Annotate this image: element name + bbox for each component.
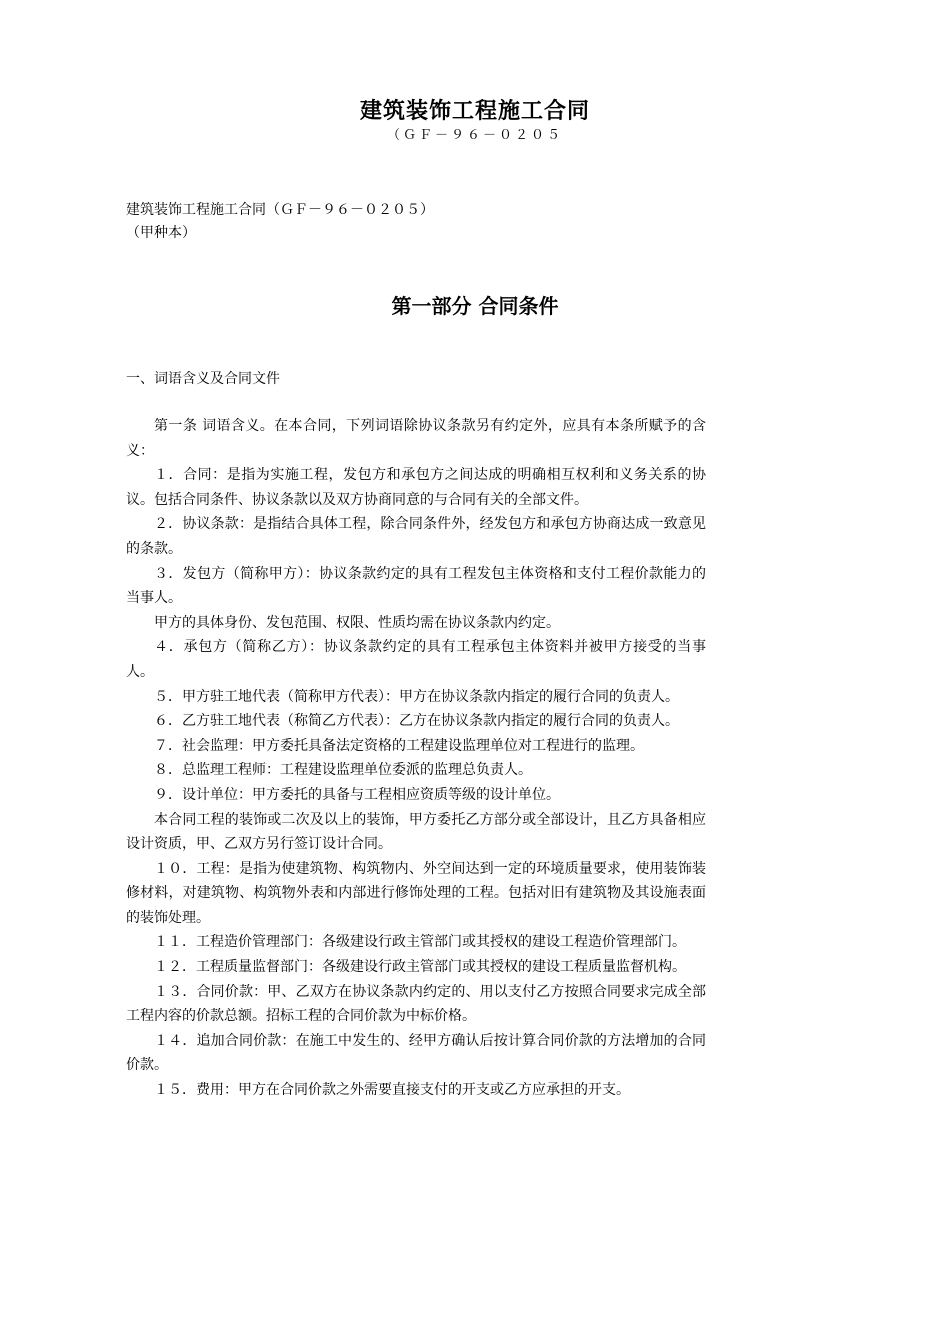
part-title: 第一部分 合同条件	[391, 294, 559, 318]
paragraph-item-9: ９．设计单位：甲方委托的具备与工程相应资质等级的设计单位。	[154, 786, 560, 803]
paragraph-item-3: ３．发包方（简称甲方）：协议条款约定的具有工程发包主体资格和支付工程价款能力的当事人。	[126, 565, 706, 607]
paragraph-item-3-note: 甲方的具体身份、发包范围、权限、性质均需在协议条款内约定。	[154, 614, 560, 631]
paragraph-item-11: １１．工程造价管理部门：各级建设行政主管部门或其授权的建设工程造价管理部门。	[154, 934, 686, 951]
document-body	[126, 414, 706, 1103]
paragraph-item-13: １３．合同价款：甲、乙双方在协议条款内约定的、用以支付乙方按照合同要求完成全部工程内容的价款总额。招标工程的合同价款为中标价格。	[126, 983, 706, 1025]
paragraph-item-7: ７．社会监理：甲方委托具备法定资格的工程建设监理单位对工程进行的监理。	[154, 737, 644, 754]
paragraph-item-10: １０．工程：是指为使建筑物、构筑物内、外空间达到一定的环境质量要求，使用装饰装修材料，对建筑物、构筑物外表和内部进行修饰处理的工程。包括对旧有建筑物及其设施表面的装饰处理。	[126, 860, 706, 926]
document-title: 建筑装饰工程施工合同	[359, 98, 590, 124]
section-title: 一、词语含义及合同文件	[126, 371, 280, 387]
paragraph-item-1: １．合同：是指为实施工程，发包方和承包方之间达成的明确相互权利和义务关系的协议。包括合同条件、协议条款以及双方协商同意的与合同有关的全部文件。	[126, 467, 706, 508]
paragraph-item-6: ６．乙方驻工地代表（称简乙方代表）：乙方在协议条款内指定的履行合同的负责人。	[154, 713, 679, 730]
paragraph-item-15: １５．费用：甲方在合同价款之外需要直接支付的开支或乙方应承担的开支。	[154, 1082, 630, 1099]
paragraph-item-4: ４．承包方（简称乙方）：协议条款约定的具有工程承包主体资料并被甲方接受的当事人。	[126, 639, 706, 680]
document-code: （ＧＦ－９６－０２０５	[386, 128, 563, 143]
paragraph-item-2: ２．协议条款：是指结合具体工程，除合同条件外，经发包方和承包方协商达成一致意见的条款。	[126, 516, 706, 557]
paragraph-item-12: １２．工程质量监督部门：各级建设行政主管部门或其授权的建设工程质量监督机构。	[154, 959, 686, 976]
paragraph-item-8: ８．总监理工程师：工程建设监理单位委派的监理总负责人。	[154, 762, 532, 779]
header-line-2: （甲种本）	[126, 225, 196, 241]
paragraph-article-1: 第一条 词语含义。在本合同，下列词语除协议条款另有约定外，应具有本条所赋予的含义：	[126, 418, 706, 459]
header-line-1: 建筑装饰工程施工合同（ＧＦ－９６－０２０５）	[126, 202, 434, 218]
paragraph-item-9-note: 本合同工程的装饰或二次及以上的装饰，甲方委托乙方部分或全部设计，且乙方具备相应设计资质，甲、乙双方另行签订设计合同。	[126, 811, 706, 853]
paragraph-item-5: ５．甲方驻工地代表（简称甲方代表）：甲方在协议条款内指定的履行合同的负责人。	[154, 688, 679, 705]
paragraph-item-14: １４．追加合同价款：在施工中发生的、经甲方确认后按计算合同价款的方法增加的合同价款。	[126, 1032, 706, 1074]
